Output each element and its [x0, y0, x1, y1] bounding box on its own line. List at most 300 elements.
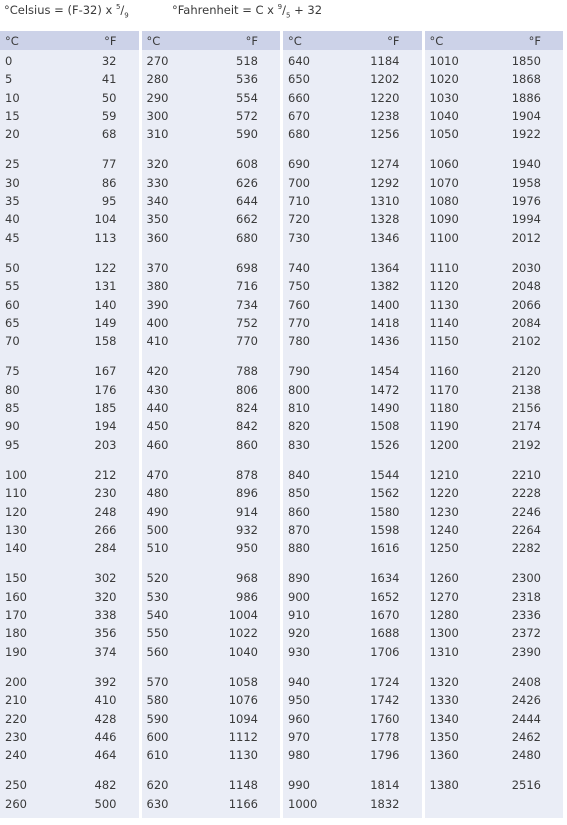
- fahrenheit-value: 194: [94, 419, 117, 434]
- celsius-value: 300: [146, 108, 169, 123]
- table-row: [425, 710, 564, 728]
- row-group: [142, 259, 281, 350]
- fahrenheit-value: 2210: [511, 467, 541, 482]
- table-row: [283, 673, 422, 691]
- fahrenheit-value: 95: [101, 194, 117, 209]
- table-row: [283, 277, 422, 295]
- column-header: [283, 31, 422, 50]
- celsius-value: 1170: [429, 382, 459, 397]
- fahrenheit-value: 2372: [511, 626, 541, 641]
- row-group: [0, 362, 139, 453]
- table-row: [425, 484, 564, 502]
- fahrenheit-value: 770: [236, 334, 258, 349]
- fahrenheit-value: 1652: [370, 589, 400, 604]
- row-group: [425, 362, 564, 453]
- celsius-value: 540: [146, 608, 169, 623]
- celsius-value: 730: [288, 230, 310, 245]
- celsius-value: 1350: [429, 729, 459, 744]
- table-row: [142, 277, 281, 295]
- fahrenheit-value: 1796: [370, 748, 400, 763]
- celsius-value: 940: [288, 674, 310, 689]
- table-row: [425, 155, 564, 173]
- fahrenheit-value: 1976: [511, 194, 541, 209]
- celsius-value: 360: [146, 230, 169, 245]
- fahrenheit-value: 1616: [370, 541, 400, 556]
- table-row: [425, 673, 564, 691]
- fahrenheit-value: 518: [236, 54, 258, 68]
- table-row: [283, 588, 422, 606]
- fahrenheit-value: 158: [94, 334, 117, 349]
- celsius-value: 970: [288, 729, 310, 744]
- celsius-value: 700: [288, 175, 310, 190]
- celsius-value: 890: [288, 571, 310, 586]
- row-group: [142, 673, 281, 764]
- row-group: [142, 362, 281, 453]
- celsius-header: °C: [288, 34, 302, 48]
- table-row: [142, 210, 281, 228]
- fahrenheit-value: 2084: [511, 315, 541, 330]
- celsius-value: 200: [5, 674, 27, 689]
- celsius-value: 1330: [429, 693, 459, 708]
- celsius-value: 1150: [429, 334, 459, 349]
- table-row: [425, 521, 564, 539]
- celsius-formula-text: °Celsius = (F-32) x: [4, 3, 116, 17]
- celsius-value: 1300: [429, 626, 459, 641]
- row-group: [425, 52, 564, 143]
- fahrenheit-value: 302: [94, 571, 117, 586]
- celsius-value: 15: [5, 108, 20, 123]
- table-row: [142, 417, 281, 435]
- celsius-value: 410: [146, 334, 169, 349]
- celsius-value: 560: [146, 644, 169, 659]
- celsius-value: 590: [146, 711, 169, 726]
- fahrenheit-value: 59: [101, 108, 117, 123]
- celsius-value: 1310: [429, 644, 459, 659]
- table-row: [0, 70, 139, 88]
- celsius-value: 1380: [429, 778, 459, 793]
- fahrenheit-header: °F: [245, 34, 258, 48]
- fahrenheit-value: 1526: [370, 437, 400, 452]
- fahrenheit-value: 752: [236, 315, 258, 330]
- celsius-value: 490: [146, 504, 169, 519]
- table-row: [142, 521, 281, 539]
- fahrenheit-value: 1022: [228, 626, 258, 641]
- fahrenheit-value: 626: [236, 175, 258, 190]
- table-row: [283, 89, 422, 107]
- celsius-value: 920: [288, 626, 310, 641]
- celsius-value: 140: [5, 541, 27, 556]
- fahrenheit-value: 77: [101, 157, 117, 172]
- celsius-value: 520: [146, 571, 169, 586]
- celsius-value: 110: [5, 486, 27, 501]
- fahrenheit-value: 2462: [511, 729, 541, 744]
- table-row: [142, 484, 281, 502]
- table-row: [425, 332, 564, 350]
- table-row: [425, 192, 564, 210]
- column-header: [0, 31, 139, 50]
- celsius-value: 930: [288, 644, 310, 659]
- fahrenheit-formula-denominator: 5: [286, 11, 291, 20]
- table-row: [425, 210, 564, 228]
- table-row: [425, 643, 564, 661]
- table-row: [0, 125, 139, 143]
- fahrenheit-value: 1148: [228, 778, 258, 793]
- fahrenheit-value: 122: [94, 260, 117, 275]
- celsius-value: 1240: [429, 522, 459, 537]
- celsius-value: 580: [146, 693, 169, 708]
- fahrenheit-value: 1220: [370, 90, 400, 105]
- table-row: [0, 332, 139, 350]
- celsius-header: °C: [5, 34, 19, 48]
- celsius-value: 910: [288, 608, 310, 623]
- table-row: [283, 314, 422, 332]
- fahrenheit-formula: [172, 3, 323, 20]
- fahrenheit-value: 1724: [370, 674, 400, 689]
- celsius-value: 1110: [429, 260, 459, 275]
- table-row: [283, 70, 422, 88]
- table-row: [0, 417, 139, 435]
- fahrenheit-value: 788: [236, 364, 258, 379]
- table-row: [283, 691, 422, 709]
- table-row: [142, 107, 281, 125]
- celsius-value: 25: [5, 157, 20, 172]
- table-row: [425, 314, 564, 332]
- table-row: [425, 125, 564, 143]
- celsius-value: 530: [146, 589, 169, 604]
- celsius-value: 780: [288, 334, 310, 349]
- row-group: [142, 155, 281, 246]
- table-row: [283, 192, 422, 210]
- fahrenheit-formula-slash: /: [282, 3, 286, 17]
- fahrenheit-value: 1238: [370, 108, 400, 123]
- fahrenheit-value: 428: [94, 711, 117, 726]
- fahrenheit-value: 1850: [511, 54, 541, 68]
- table-row: [283, 606, 422, 624]
- celsius-value: 440: [146, 401, 169, 416]
- table-row: [142, 643, 281, 661]
- table-row: [425, 624, 564, 642]
- fahrenheit-value: 842: [236, 419, 258, 434]
- table-row: [142, 673, 281, 691]
- celsius-value: 960: [288, 711, 310, 726]
- fahrenheit-value: 1058: [228, 674, 258, 689]
- table-row: [425, 606, 564, 624]
- fahrenheit-value: 680: [236, 230, 258, 245]
- table-row: [0, 710, 139, 728]
- table-row: [283, 643, 422, 661]
- fahrenheit-value: 2444: [511, 711, 541, 726]
- fahrenheit-value: 590: [236, 127, 258, 142]
- table-row: [142, 399, 281, 417]
- celsius-formula-denominator: 9: [124, 11, 129, 20]
- celsius-value: 480: [146, 486, 169, 501]
- fahrenheit-header: °F: [528, 34, 541, 48]
- table-row: [142, 155, 281, 173]
- table-row: [283, 52, 422, 70]
- fahrenheit-formula-suffix: + 32: [290, 3, 323, 17]
- fahrenheit-value: 1814: [370, 778, 400, 793]
- celsius-value: 1190: [429, 419, 459, 434]
- fahrenheit-value: 500: [94, 796, 117, 811]
- row-group: [425, 466, 564, 557]
- fahrenheit-value: 716: [236, 279, 258, 294]
- fahrenheit-value: 1634: [370, 571, 400, 586]
- row-group: [0, 466, 139, 557]
- celsius-value: 800: [288, 382, 310, 397]
- fahrenheit-value: 2408: [511, 674, 541, 689]
- table-row: [0, 466, 139, 484]
- table-row: [0, 174, 139, 192]
- row-group: [283, 362, 422, 453]
- celsius-value: 1010: [429, 54, 459, 68]
- table-row: [283, 710, 422, 728]
- celsius-value: 70: [5, 334, 20, 349]
- celsius-value: 460: [146, 437, 169, 452]
- table-row: [283, 125, 422, 143]
- fahrenheit-value: 1382: [370, 279, 400, 294]
- celsius-value: 980: [288, 748, 310, 763]
- celsius-value: 1250: [429, 541, 459, 556]
- column-header: [142, 31, 281, 50]
- table-row: [283, 503, 422, 521]
- table-row: [142, 795, 281, 813]
- table-row: [283, 362, 422, 380]
- fahrenheit-value: 41: [101, 72, 117, 87]
- fahrenheit-value: 50: [101, 90, 117, 105]
- celsius-value: 720: [288, 212, 310, 227]
- table-row: [425, 746, 564, 764]
- fahrenheit-value: 1400: [370, 297, 400, 312]
- fahrenheit-value: 1670: [370, 608, 400, 623]
- table-row: [0, 381, 139, 399]
- celsius-value: 620: [146, 778, 169, 793]
- fahrenheit-value: 1706: [370, 644, 400, 659]
- celsius-value: 320: [146, 157, 169, 172]
- fahrenheit-value: 1562: [370, 486, 400, 501]
- fahrenheit-value: 1454: [370, 364, 400, 379]
- fahrenheit-value: 2246: [511, 504, 541, 519]
- table-row: [283, 296, 422, 314]
- table-row: [283, 381, 422, 399]
- fahrenheit-value: 1004: [228, 608, 258, 623]
- celsius-header: °C: [146, 34, 161, 48]
- celsius-value: 680: [288, 127, 310, 142]
- table-row: [142, 229, 281, 247]
- fahrenheit-value: 176: [94, 382, 117, 397]
- fahrenheit-value: 1994: [511, 212, 541, 227]
- fahrenheit-value: 2264: [511, 522, 541, 537]
- table-row: [283, 539, 422, 557]
- fahrenheit-value: 1922: [511, 127, 541, 142]
- celsius-value: 950: [288, 693, 310, 708]
- celsius-value: 900: [288, 589, 310, 604]
- celsius-formula-slash: /: [120, 3, 125, 17]
- celsius-value: 1160: [429, 364, 459, 379]
- row-group: [425, 569, 564, 660]
- fahrenheit-value: 806: [236, 382, 258, 397]
- fahrenheit-value: 1688: [370, 626, 400, 641]
- fahrenheit-value: 320: [94, 589, 117, 604]
- row-group: [0, 155, 139, 246]
- fahrenheit-value: 266: [94, 522, 117, 537]
- fahrenheit-value: 248: [94, 504, 117, 519]
- table-row: [283, 624, 422, 642]
- celsius-value: 120: [5, 504, 27, 519]
- table-row: [283, 521, 422, 539]
- table-row: [283, 417, 422, 435]
- table-row: [142, 624, 281, 642]
- fahrenheit-value: 536: [236, 72, 258, 87]
- celsius-value: 100: [5, 467, 27, 482]
- table-row: [283, 776, 422, 794]
- fahrenheit-value: 1490: [370, 401, 400, 416]
- celsius-value: 35: [5, 194, 20, 209]
- fahrenheit-value: 932: [236, 522, 258, 537]
- fahrenheit-value: 1184: [370, 54, 400, 68]
- row-group: [425, 776, 564, 794]
- table-row: [0, 277, 139, 295]
- celsius-value: 220: [5, 711, 27, 726]
- table-row: [142, 362, 281, 380]
- table-row: [0, 643, 139, 661]
- table-row: [0, 89, 139, 107]
- row-group: [425, 673, 564, 764]
- fahrenheit-value: 1364: [370, 260, 400, 275]
- celsius-value: 430: [146, 382, 169, 397]
- celsius-value: 60: [5, 297, 20, 312]
- fahrenheit-value: 2030: [511, 260, 541, 275]
- celsius-value: 230: [5, 729, 27, 744]
- table-row: [142, 539, 281, 557]
- row-group: [0, 776, 139, 813]
- table-row: [0, 746, 139, 764]
- celsius-value: 270: [146, 54, 169, 68]
- fahrenheit-value: 914: [236, 504, 258, 519]
- conversion-table: [0, 31, 563, 818]
- fahrenheit-value: 2480: [511, 748, 541, 763]
- fahrenheit-value: 482: [94, 778, 117, 793]
- table-row: [425, 588, 564, 606]
- table-row: [142, 52, 281, 70]
- fahrenheit-value: 1508: [370, 419, 400, 434]
- table-row: [142, 606, 281, 624]
- table-row: [425, 539, 564, 557]
- row-group: [283, 466, 422, 557]
- fahrenheit-value: 1778: [370, 729, 400, 744]
- table-row: [425, 52, 564, 70]
- table-row: [0, 52, 139, 70]
- celsius-value: 1320: [429, 674, 459, 689]
- celsius-value: 990: [288, 778, 310, 793]
- table-column-1: [0, 31, 139, 818]
- celsius-value: 350: [146, 212, 169, 227]
- celsius-value: 740: [288, 260, 310, 275]
- fahrenheit-value: 554: [236, 90, 258, 105]
- fahrenheit-value: 1940: [511, 157, 541, 172]
- table-row: [283, 107, 422, 125]
- table-row: [142, 314, 281, 332]
- fahrenheit-value: 2318: [511, 589, 541, 604]
- table-row: [0, 691, 139, 709]
- table-row: [425, 277, 564, 295]
- fahrenheit-value: 1958: [511, 175, 541, 190]
- table-row: [0, 362, 139, 380]
- celsius-value: 0: [5, 54, 13, 68]
- table-row: [283, 210, 422, 228]
- fahrenheit-value: 2102: [511, 334, 541, 349]
- table-row: [142, 70, 281, 88]
- fahrenheit-value: 1580: [370, 504, 400, 519]
- fahrenheit-value: 446: [94, 729, 117, 744]
- table-row: [142, 259, 281, 277]
- celsius-value: 170: [5, 608, 27, 623]
- table-row: [142, 746, 281, 764]
- celsius-value: 860: [288, 504, 310, 519]
- table-row: [283, 466, 422, 484]
- table-row: [425, 417, 564, 435]
- fahrenheit-value: 1418: [370, 315, 400, 330]
- fahrenheit-value: 2138: [511, 382, 541, 397]
- celsius-formula-numerator: 5: [115, 3, 121, 12]
- table-column-2: [142, 31, 281, 818]
- fahrenheit-value: 86: [101, 175, 117, 190]
- celsius-value: 95: [5, 437, 20, 452]
- table-row: [425, 728, 564, 746]
- celsius-value: 280: [146, 72, 169, 87]
- table-row: [283, 795, 422, 813]
- row-group: [0, 52, 139, 143]
- fahrenheit-value: 608: [236, 157, 258, 172]
- fahrenheit-value: 1544: [370, 467, 400, 482]
- celsius-value: 610: [146, 748, 169, 763]
- celsius-value: 10: [5, 90, 20, 105]
- celsius-value: 500: [146, 522, 169, 537]
- table-row: [0, 673, 139, 691]
- fahrenheit-value: 356: [94, 626, 117, 641]
- celsius-value: 420: [146, 364, 169, 379]
- row-group: [142, 52, 281, 143]
- celsius-value: 1030: [429, 90, 459, 105]
- table-row: [283, 399, 422, 417]
- fahrenheit-value: 824: [236, 401, 258, 416]
- table-row: [142, 381, 281, 399]
- table-row: [0, 728, 139, 746]
- celsius-value: 45: [5, 230, 20, 245]
- celsius-value: 210: [5, 693, 27, 708]
- celsius-header: °C: [429, 34, 444, 48]
- celsius-value: 1120: [429, 279, 459, 294]
- fahrenheit-value: 230: [94, 486, 117, 501]
- celsius-value: 130: [5, 522, 27, 537]
- fahrenheit-value: 2012: [511, 230, 541, 245]
- table-row: [425, 466, 564, 484]
- celsius-value: 1080: [429, 194, 459, 209]
- table-row: [0, 484, 139, 502]
- table-row: [425, 296, 564, 314]
- celsius-value: 40: [5, 212, 20, 227]
- row-group: [283, 155, 422, 246]
- fahrenheit-value: 1832: [370, 796, 400, 811]
- fahrenheit-value: 203: [94, 437, 117, 452]
- celsius-value: 810: [288, 401, 310, 416]
- celsius-value: 1340: [429, 711, 459, 726]
- celsius-value: 160: [5, 589, 27, 604]
- celsius-value: 1100: [429, 230, 459, 245]
- celsius-value: 760: [288, 297, 310, 312]
- table-row: [0, 399, 139, 417]
- table-row: [283, 332, 422, 350]
- fahrenheit-value: 2228: [511, 486, 541, 501]
